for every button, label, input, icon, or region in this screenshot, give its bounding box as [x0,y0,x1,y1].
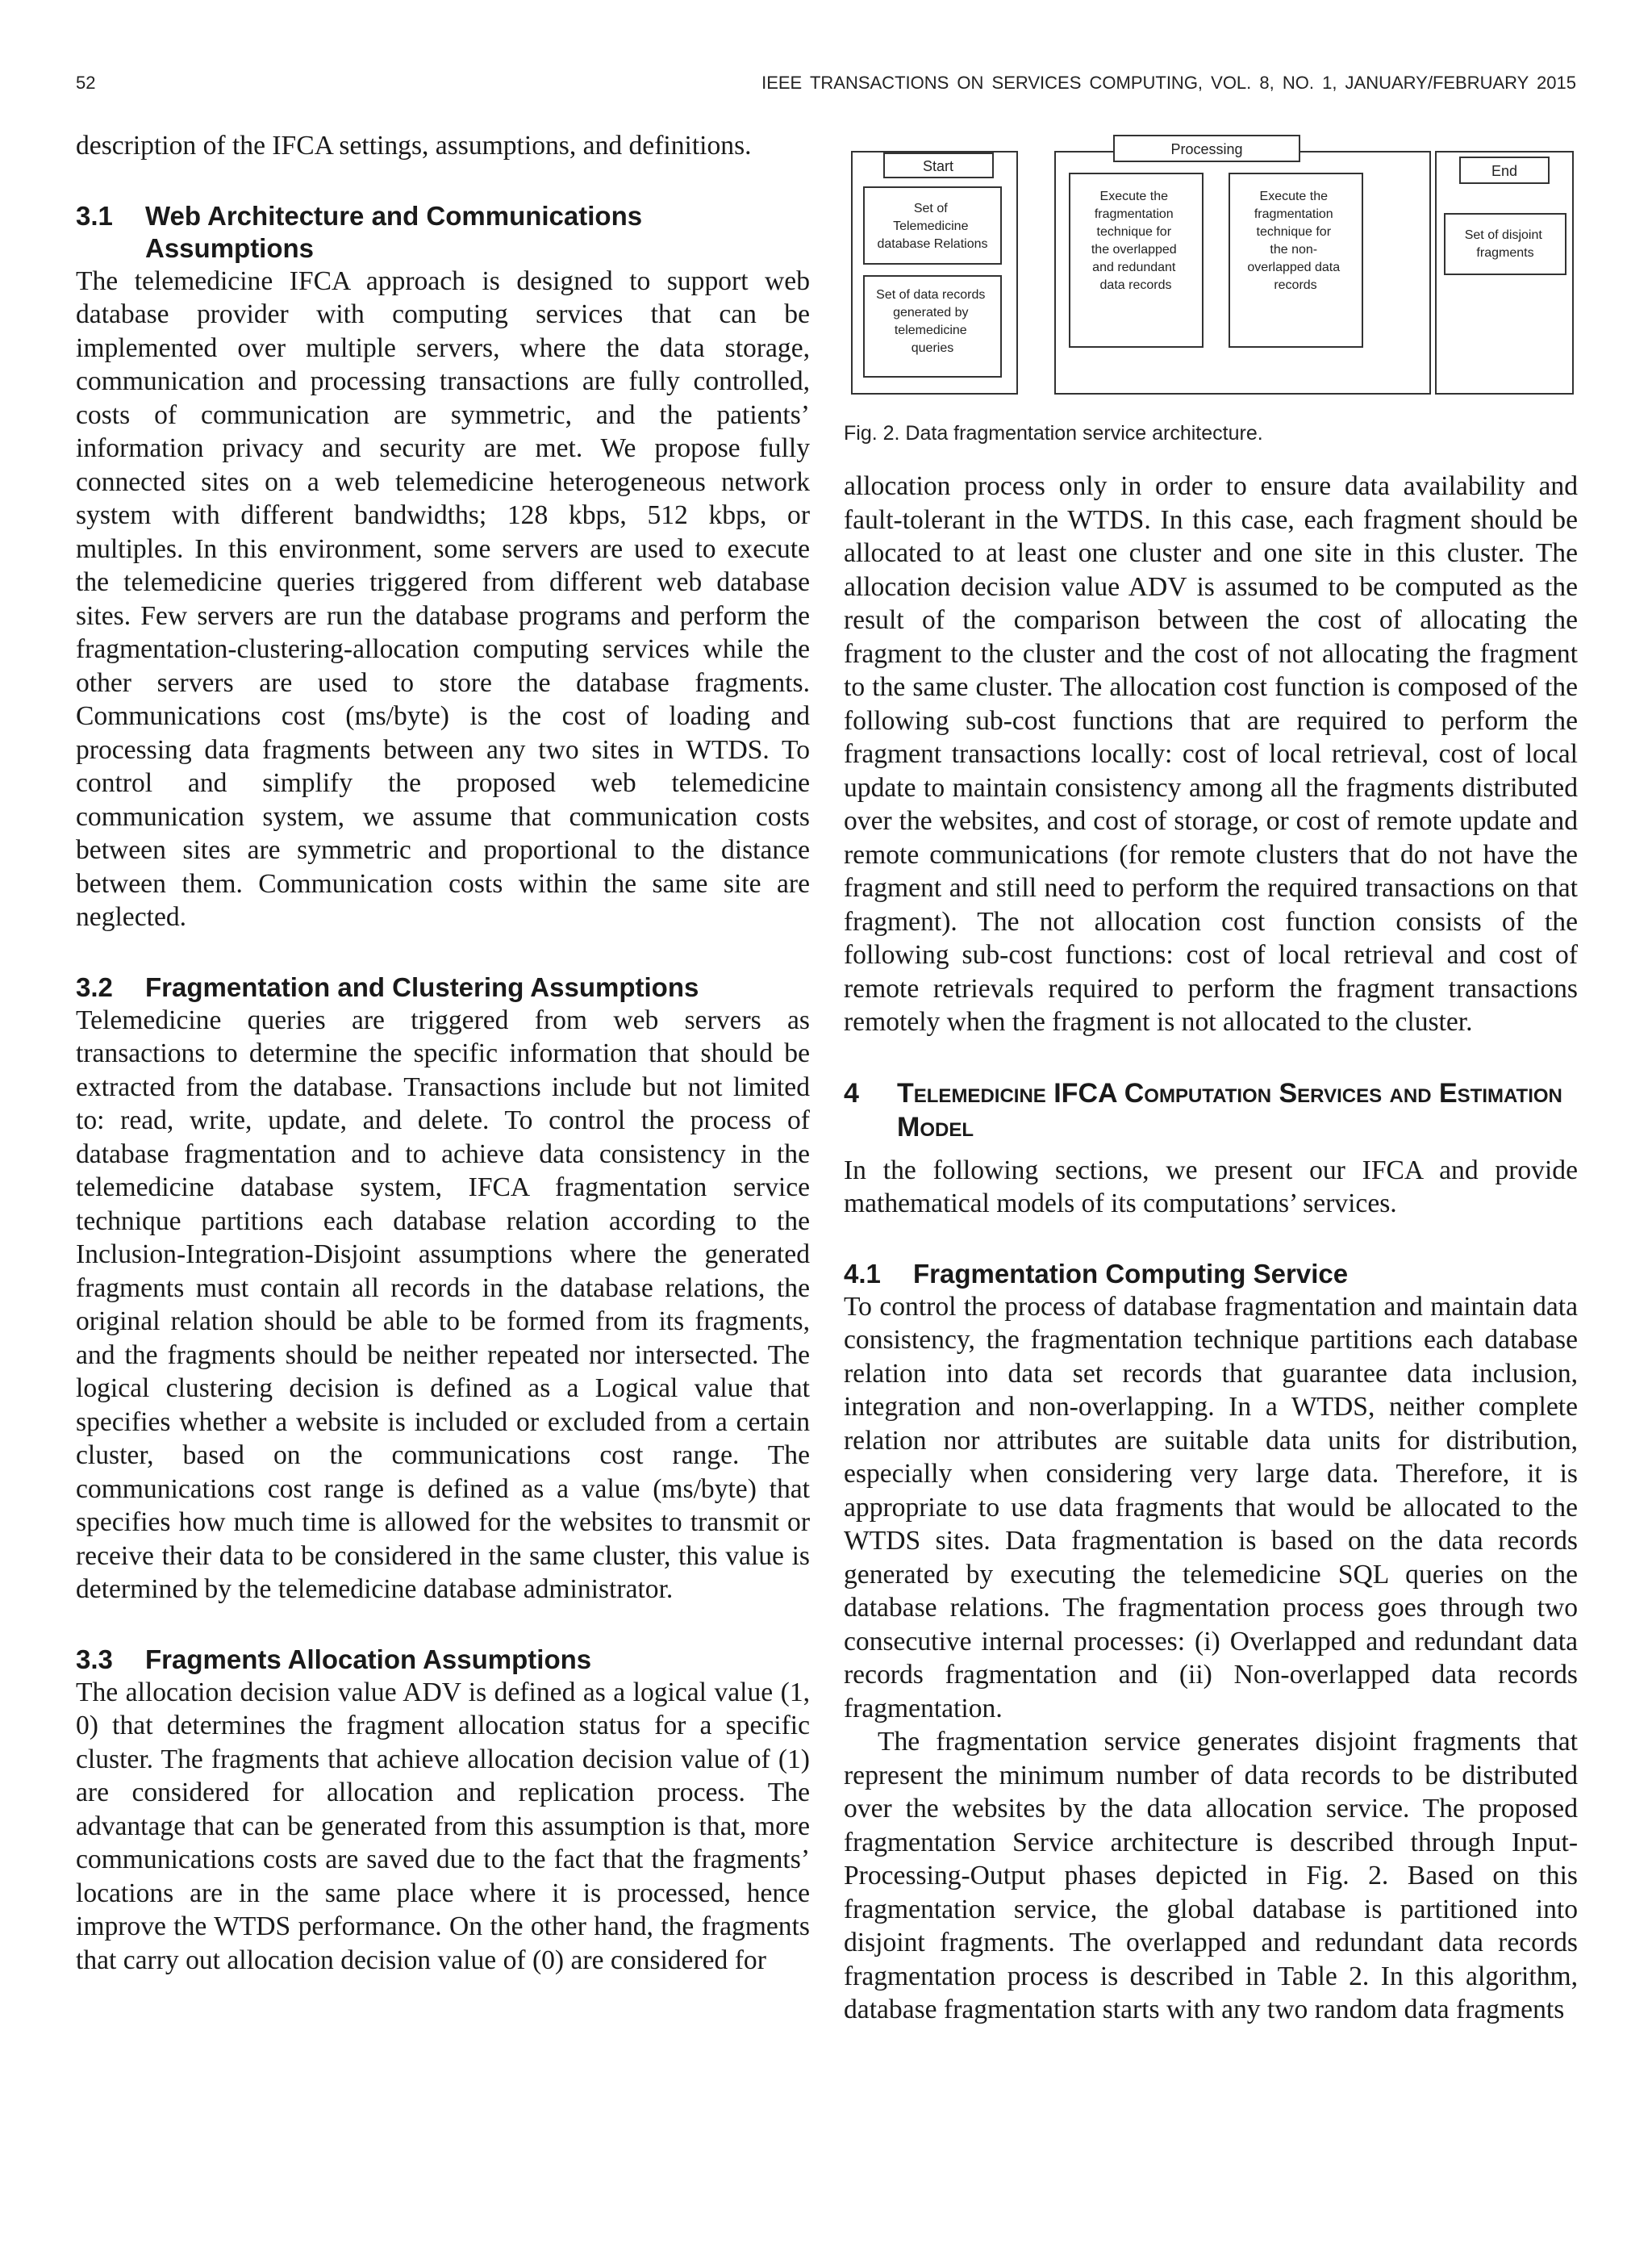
processing-label: Processing [1170,141,1243,157]
section-title: Fragmentation and Clustering Assumptions [145,971,699,1002]
page-number: 52 [76,73,96,93]
proc2-line: Execute the [1259,190,1329,203]
proc2-line: the non- [1270,243,1318,257]
section-title: Web Architecture and Communications Assumptions [145,200,643,263]
proc2-line: overlapped data [1247,261,1341,274]
input2-line: queries [911,341,954,355]
section-title: Telemedicine IFCA Computation Services and Estimation Model [897,1077,1562,1143]
proc1-line: data records [1099,278,1172,292]
proc1-line: and redundant [1092,261,1176,274]
input1-line: Telemedicine [893,219,969,233]
start-label: Start [922,158,954,174]
output-line: Set of disjoint [1464,228,1542,242]
proc2-line: technique for [1256,225,1332,239]
input1-line: database Relations [877,237,988,251]
section-3-1-body: The telemedicine IFCA approach is designed to support web database provider with computing services that can be implemented over multiple servers, where the data storage, communication and processing transactions are fully controlled, costs of communication are symmetric, and the patients’ information privacy and security are met. We propose fully connected sites on a web telemedicine heterogeneous network system with different bandwidths; 128 kbps, 512 kbps, or multiples. In this environment, some servers are used to execute the telemedicine queries triggered from different web database sites. Few servers are run the database programs and perform the fragmentation-clustering-allocation computing services while the other servers are used to store the database fragments. Communications cost (ms/byte) is the cost of loading and processing data fragments between any two sites in WTDS. To control and simplify the proposed web telemedicine communication system, we assume that communication costs between sites are symmetric and proportional to the distance between them. Communication costs within the same site are neglected. [76,265,810,932]
output-line: fragments [1476,246,1534,260]
journal-title: IEEE TRANSACTIONS ON SERVICES COMPUTING, VOL. 8, NO. 1, JANUARY/FEBRUARY 2015 [761,73,1576,93]
output-fragments-box [1445,214,1566,274]
section-4-heading [844,1076,1578,1144]
section-4-1-body-2: The fragmentation service generates disjoint fragments that represent the minimum number of data records to be distributed over the websites by the data allocation service. The proposed fragmentation Service architecture is described through Input-Processing-Output phases depicted in Fig. 2. Based on this fragmentation service, the global database is partitioned into disjoint fragments. The overlapped and redundant data records fragmentation process is described in Table 2. In this algorithm, database fragmentation starts with any two random data fragments [844,1727,1578,2024]
figure-2 [844,129,1578,416]
section-title: Fragments Allocation Assumptions [145,1644,592,1674]
input2-line: generated by [893,306,969,320]
proc1-line: the overlapped [1091,243,1177,257]
proc1-line: technique for [1096,225,1172,239]
section-3-3-body: The allocation decision value ADV is defined as a logical value (1, 0) that determines the fragment allocation status for a specific cluster. The fragments that achieve allocation decision value of (1) are considered for allocation and replication process. The advantage that can be generated from this assumption is that, more communications costs are saved due to the fact that the fragments’ locations are in the same place where it is processed, hence improve the WTDS performance. On the other hand, the fragments that carry out allocation decision value of (0) are considered for [76,1677,810,1975]
proc2-line: fragmentation [1254,207,1333,221]
section-3-1-heading [76,200,810,265]
section-number: 4.1 [844,1258,881,1289]
section-number: 3.2 [76,971,113,1002]
section-title: Fragmentation Computing Service [913,1258,1349,1289]
allocation-continued-paragraph: allocation process only in order to ensure data availability and fault-tolerant in the WTDS. In this case, each fragment should be allocated to at least one cluster and one site in this cluster. The allocation decision value ADV is assumed to be computed as the result of the comparison between the cost of allocating the fragment to the cluster and the cost of not allocating the fragment to the same cluster. The allocation cost function is composed of the following sub-cost functions that are required to perform the fragment transactions locally: cost of local retrieval, cost of local update to maintain consistency among all the fragments distributed over the websites, and cost of storage, or cost of remote update and remote communications (for remote clusters that do not have the fragment and still need to perform the required transactions on that fragment). The not allocation cost function consists of the following sub-cost functions: cost of local retrieval and cost of remote retrievals required to perform the fragment transactions remotely when the fragment is not allocated to the cluster. [844,471,1578,1037]
section-3-3-heading [76,1644,810,1676]
right-column [844,129,1578,2027]
section-number: 3.1 [76,200,113,231]
input1-line: Set of [913,202,948,215]
proc1-line: fragmentation [1094,207,1174,221]
figure-caption: Fig. 2. Data fragmentation service architecture. [844,422,1263,445]
left-column [76,129,810,1977]
section-4-1-heading [844,1258,1578,1290]
intro-paragraph: description of the IFCA settings, assumptions, and definitions. [76,131,752,161]
section-4-1-body-1: To control the process of database fragmentation and maintain data consistency, the fragmentation technique partitions each database relation into data set records that guarantee data inclusion, integration and non-overlapping. In a WTDS, neither complete relation nor attributes are suitable data units for distribution, especially when considering very large data. Therefore, it is appropriate to use data fragments that would be allocated to the WTDS sites. Data fragmentation is based on the data records generated by executing the telemedicine SQL queries on the database relations. The fragmentation process goes through two consecutive internal processes: (i) Overlapped and redundant data records fragmentation and (ii) Non-overlapped data records fragmentation. [844,1291,1578,1723]
proc2-line: records [1274,278,1317,292]
section-number: 4 [844,1077,859,1109]
section-number: 3.3 [76,1644,113,1674]
running-header [76,73,1576,105]
end-label: End [1491,163,1518,179]
section-3-2-heading [76,971,810,1004]
input2-line: Set of data records [876,288,986,302]
input2-line: telemedicine [894,324,967,337]
section-3-2-body: Telemedicine queries are triggered from web servers as transactions to determine the specific information that should be extracted from the database. Transactions include but not limited to: read, write, update, and delete. To control the process of database fragmentation and to achieve data consistency in the telemedicine database system, IFCA fragmentation service technique partitions each database relation according to the Inclusion-Integration-Disjoint assumptions where the generated fragments must contain all records in the database relations, the original relation should be able to be formed from its fragments, and the fragments should be neither repeated nor intersected. The logical clustering decision is defined as a Logical value that specifies whether a website is included or excluded from a certain cluster, based on the communications cost range. The communications cost range is defined as a value (ms/byte) that specifies how much time is allowed for the websites to transmit or receive their data to be considered in the same cluster, this value is determined by the telemedicine database administrator. [76,1005,810,1604]
architecture-diagram [844,129,1578,416]
section-4-body: In the following sections, we present our IFCA and provide mathematical models of its computations’ services. [844,1155,1578,1218]
proc1-line: Execute the [1099,190,1169,203]
